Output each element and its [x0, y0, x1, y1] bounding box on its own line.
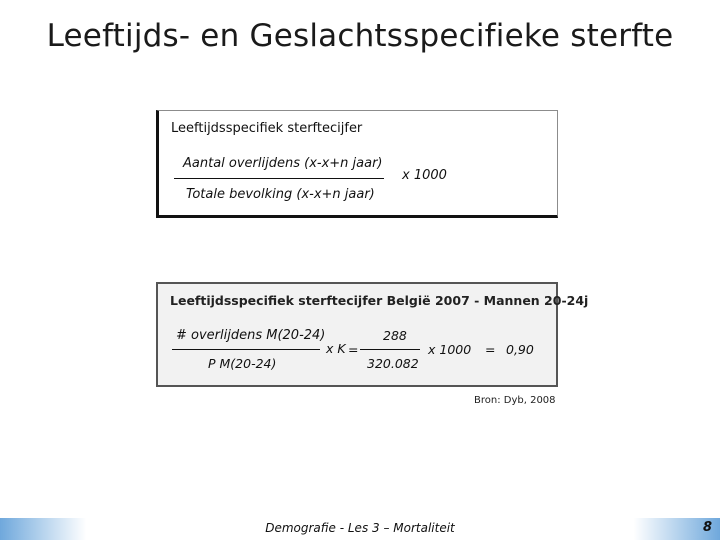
example-result: 0,90	[506, 342, 534, 357]
source-note: Bron: Dyb, 2008	[474, 395, 556, 406]
formula-box	[156, 110, 558, 218]
example-xk: x K	[326, 341, 346, 356]
example-denominator: P M(20-24)	[208, 356, 277, 371]
formula-numerator: Aantal overlijdens (x-x+n jaar)	[183, 156, 383, 171]
example-numerator: # overlijdens M(20-24)	[176, 328, 326, 343]
example-heading: Leeftijdsspecifiek sterftecijfer België 2007 - Mannen 20-24j	[170, 293, 589, 308]
page-number: 8	[702, 520, 712, 535]
example-value-fraction-line	[360, 349, 420, 350]
example-equals-2: =	[485, 342, 496, 357]
footer-text: Demografie - Les 3 – Mortaliteit	[265, 521, 455, 535]
formula-multiplier: x 1000	[402, 168, 447, 183]
example-value-denominator: 320.082	[367, 356, 419, 371]
example-value-numerator: 288	[383, 328, 407, 343]
formula-denominator: Totale bevolking (x-x+n jaar)	[186, 187, 375, 202]
slide-title: Leeftijds- en Geslachtsspecifieke sterfte	[46, 18, 674, 54]
formula-heading: Leeftijdsspecifiek sterftecijfer	[171, 121, 363, 136]
fraction-line	[174, 178, 384, 179]
example-box	[156, 282, 589, 387]
example-fraction-line	[172, 349, 320, 350]
example-equals-1: =	[348, 342, 359, 357]
example-x1000: x 1000	[428, 342, 472, 357]
